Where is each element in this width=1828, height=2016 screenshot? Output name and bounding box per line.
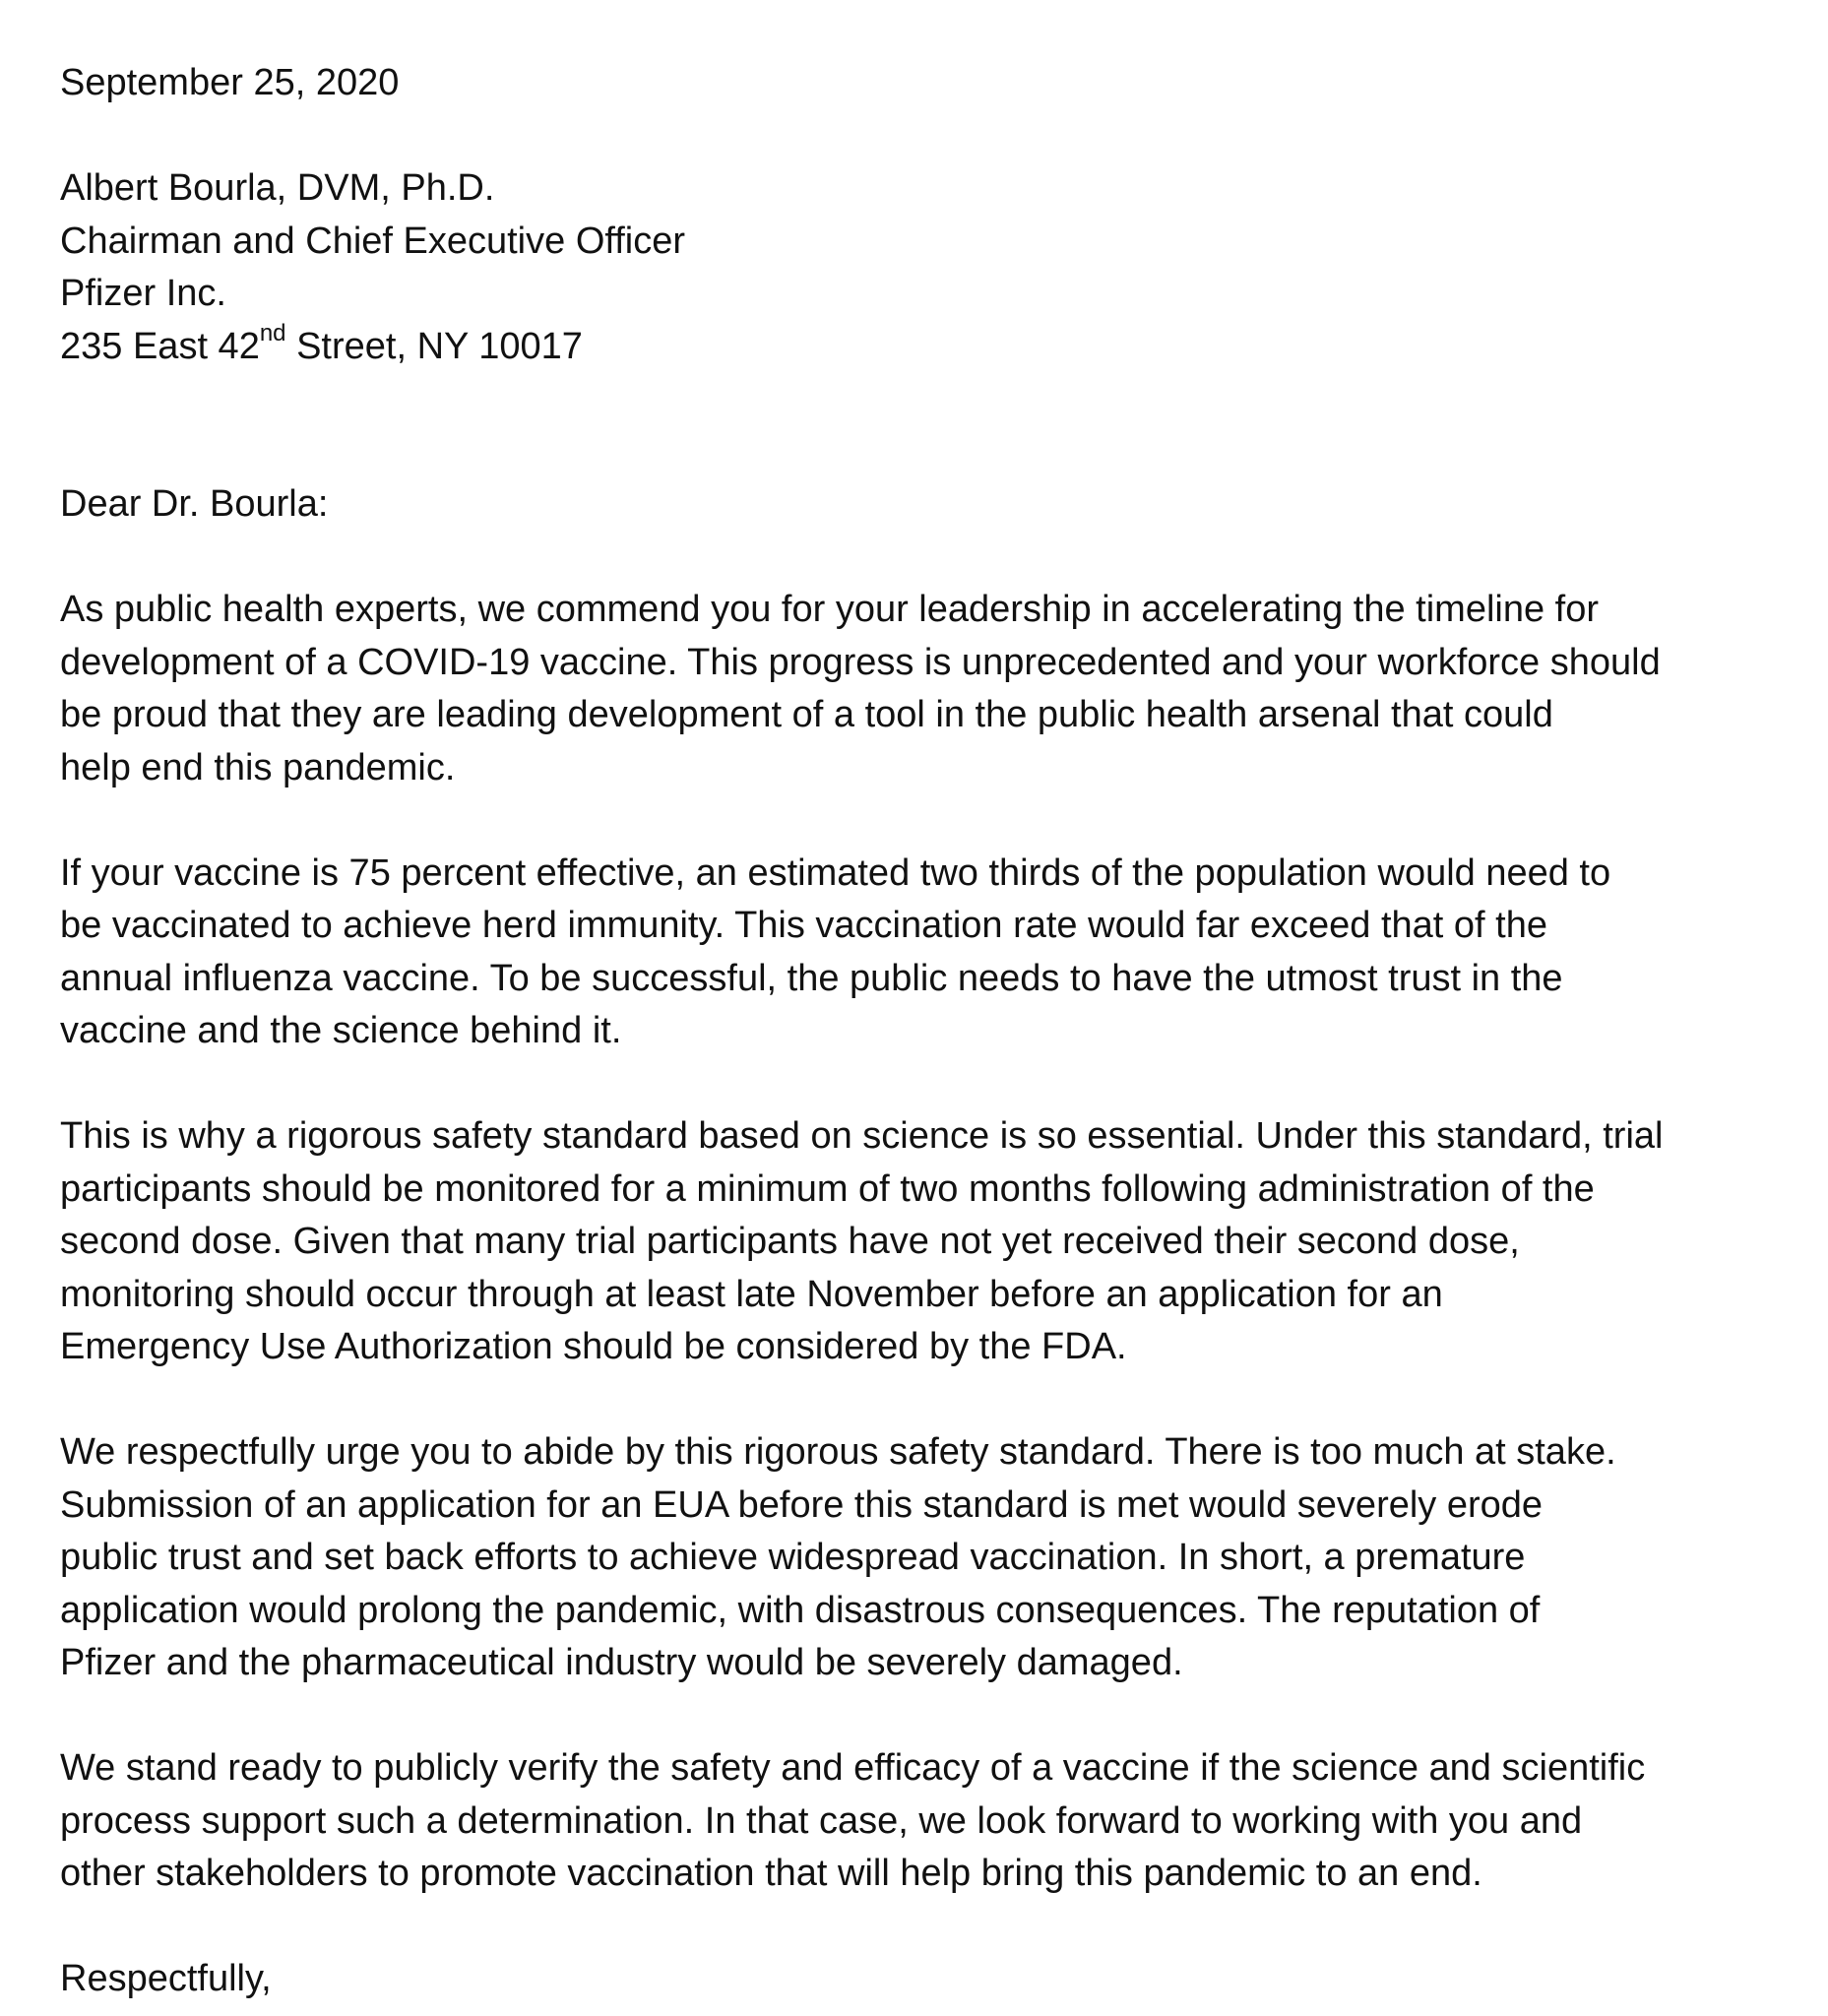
recipient-block xyxy=(60,162,1793,373)
paragraph-line: be vaccinated to achieve herd immunity. This vaccination rate would far exceed that of the xyxy=(60,905,1547,946)
recipient-company: Pfizer Inc. xyxy=(60,273,226,314)
spacer xyxy=(60,373,1793,478)
paragraph-line: monitoring should occur through at least late November before an application for an xyxy=(60,1273,1443,1315)
paragraph-line: development of a COVID-19 vaccine. This progress is unprecedented and your workforce should xyxy=(60,641,1661,683)
paragraph-line: If your vaccine is 75 percent effective, an estimated two thirds of the population would need to xyxy=(60,851,1611,894)
paragraph-line: As public health experts, we commend you for your leadership in accelerating the timeline for xyxy=(60,589,1600,630)
paragraph-line: Emergency Use Authorization should be considered by the FDA. xyxy=(60,1326,1127,1367)
letter-date: September 25, 2020 xyxy=(60,62,400,103)
letter-body xyxy=(60,57,1793,2006)
address-rest: Street, NY 10017 xyxy=(285,325,583,367)
paragraph-line: help end this pandemic. xyxy=(60,746,456,788)
paragraph-4 xyxy=(60,1426,1793,1690)
paragraph-line: application would prolong the pandemic, with disastrous consequences. The reputation of xyxy=(60,1589,1541,1631)
paragraph-line: be proud that they are leading development of a tool in the public health arsenal that could xyxy=(60,694,1553,735)
recipient-address xyxy=(60,321,1793,374)
paragraph-line: Pfizer and the pharmaceutical industry would be severely damaged. xyxy=(60,1642,1183,1683)
recipient-name: Albert Bourla, DVM, Ph.D. xyxy=(60,167,495,209)
recipient-title: Chairman and Chief Executive Officer xyxy=(60,220,686,262)
paragraph-line: second dose. Given that many trial participants have not yet received their second dose, xyxy=(60,1221,1520,1262)
closing: Respectfully, xyxy=(60,1958,272,1999)
paragraph-line: We stand ready to publicly verify the safety and efficacy of a vaccine if the science and scientific xyxy=(60,1747,1646,1789)
paragraph-line: participants should be monitored for a minimum of two months following administration of the xyxy=(60,1167,1595,1210)
spacer xyxy=(60,532,1793,585)
address-ordinal-suffix: nd xyxy=(259,319,286,346)
paragraph-line: public trust and set back efforts to achieve widespread vaccination. In short, a premature xyxy=(60,1537,1526,1578)
paragraph-line: other stakeholders to promote vaccination that will help bring this pandemic to an end. xyxy=(60,1853,1482,1894)
paragraph-line: We respectfully urge you to abide by this rigorous safety standard. There is too much at stake. xyxy=(60,1431,1616,1473)
salutation: Dear Dr. Bourla: xyxy=(60,483,329,525)
paragraph-3 xyxy=(60,1110,1793,1374)
address-prefix: 235 East 42 xyxy=(60,325,260,367)
paragraph-line: process support such a determination. In that case, we look forward to working with you and xyxy=(60,1799,1583,1842)
paragraph-1 xyxy=(60,584,1793,794)
paragraph-line: This is why a rigorous safety standard based on science is so essential. Under this standard, trial xyxy=(60,1115,1664,1157)
paragraph-2 xyxy=(60,848,1793,1058)
paragraph-line: Submission of an application for an EUA before this standard is met would severely erode xyxy=(60,1483,1544,1526)
paragraph-line: annual influenza vaccine. To be successful, the public needs to have the utmost trust in the xyxy=(60,957,1563,999)
paragraph-line: vaccine and the science behind it. xyxy=(60,1010,622,1051)
spacer xyxy=(60,110,1793,163)
paragraph-5 xyxy=(60,1742,1793,1901)
